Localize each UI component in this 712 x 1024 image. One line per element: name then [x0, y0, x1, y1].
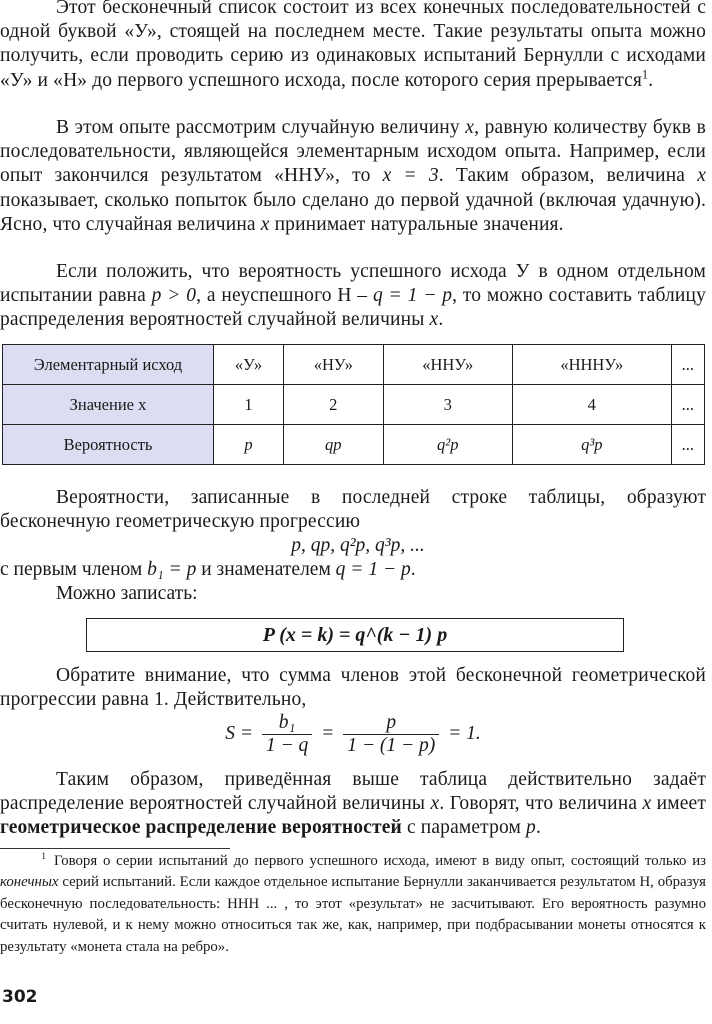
table-cell: 3 [383, 385, 512, 425]
paragraph-2: В этом опыте рассмотрим случайную величину x, равную количеству букв в последовательности, являющейся элементарным исходом опыта. Например, если опыт закончился результатом «ННУ», то x = 3. Таким образом, величина x показывает, сколько попыток было сделано до первой удачной (включая удачную). Ясно, что случайная величина x принимает натуральные значения. [0, 117, 706, 235]
table-cell: «ННУ» [383, 345, 512, 385]
table-cell: 1 [214, 385, 284, 425]
first-term-line: с первым членом b₁ = p и знаменателем q = 1 − p. [0, 559, 416, 580]
paragraph-1: Этот бесконечный список состоит из всех конечных последовательностей с одной буквой «У», стоящей на последнем месте. Такие результаты опыта можно получить, если проводить серию из одинаковых испытаний Бернулли с исходами «У» и «Н» до первого успешного исхода, после которого серия прерывается$^1$. [0, 0, 706, 91]
paragraph-4: Вероятности, записанные в последней строке таблицы, образуют бесконечную геометрическую прогрессию [0, 487, 706, 533]
table-cell: qp [284, 425, 384, 465]
footnote-ref[interactable]: 1 [642, 67, 649, 82]
table-cell: q²p [383, 425, 512, 465]
table-cell: p [214, 425, 284, 465]
geometric-sequence: p, qp, q²p, q³p, ... [291, 535, 425, 556]
table-cell: 2 [284, 385, 384, 425]
fraction-2: $\frac{p}{1 - (1 - p)}$ [343, 712, 439, 757]
footnote: $^1$ Говоря о серии испытаний до первого успешного исхода, имеют в виду опыт, состоящий только из конечных серий испытаний. Если каждое отдельное испытание Бернулли заканчивается результатом Н, образуя бесконечную последовательность: ННН ... , то этот «результат» не засчитывают. Его вероятность разумно считать нулевой, и к нему можно относиться так же, как, например, при подбрасывании монеты относятся к результату «монета стала на ребро». [0, 851, 706, 955]
table-cell: «НННУ» [512, 345, 671, 385]
table-cell: ... [671, 385, 704, 425]
key-term: геометрическое распределение вероятностей [0, 817, 402, 839]
table-row-probabilities [3, 425, 705, 465]
paragraph-3: Если положить, что вероятность успешного исхода У в одном отдельном испытании равна p > 0, а неуспешного Н – q = 1 − p, то можно составить таблицу распределения вероятностей случайной величины x. [0, 261, 706, 331]
table-cell: ... [671, 345, 704, 385]
table-cell: 4 [512, 385, 671, 425]
table-header-outcome: Элементарный исход [3, 345, 214, 385]
paragraph-7: Таким образом, приведённая выше таблица действительно задаёт распределение вероятностей случайной величины x. Говорят, что величина x имеет геометрическое распределение вероятностей с параметром p. [0, 769, 707, 839]
table-row-outcomes [3, 345, 705, 385]
footnote-mark: 1 [41, 851, 46, 862]
table-cell: ... [671, 425, 704, 465]
table-row-values [3, 385, 705, 425]
paragraph-6: Обратите внимание, что сумма членов этой бесконечной геометрической прогрессии равна 1. Действительно, [0, 665, 706, 711]
table-cell: «НУ» [284, 345, 384, 385]
page-number: 302 [2, 987, 38, 1007]
distribution-table [2, 344, 705, 465]
paragraph-5: Можно записать: [56, 583, 198, 604]
geometric-distribution-formula: P (x = k) = q^(k − 1) p [86, 618, 624, 652]
table-header-value: Значение x [3, 385, 214, 425]
fraction-1: $\frac{\text{b₁}}{1 - q}$ [262, 712, 312, 757]
table-cell: «У» [214, 345, 284, 385]
table-header-probability: Вероятность [3, 425, 214, 465]
sum-formula: S = $\frac{\text{b₁}}{1 - q}$ = $\frac{p}{1 - (1 - p)}$ = 1. [225, 712, 481, 757]
footnote-divider [0, 848, 230, 849]
table-cell: q³p [512, 425, 671, 465]
